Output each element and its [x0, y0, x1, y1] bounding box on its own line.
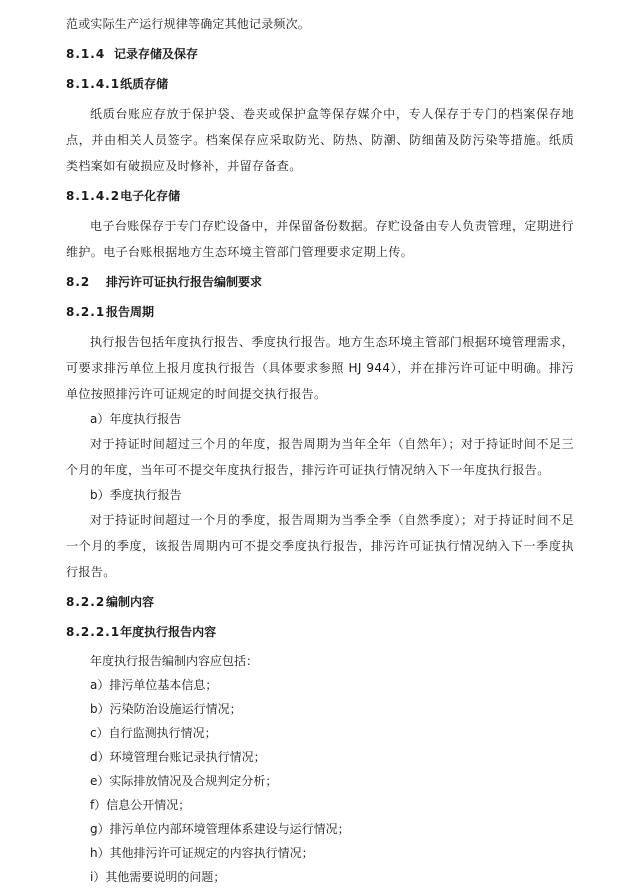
- section-number: 8.1.4.1: [66, 77, 121, 91]
- list-item: c）自行监测执行情况；: [90, 726, 217, 740]
- list-item: b）污染防治设施运行情况；: [90, 702, 242, 716]
- section-title: 报告周期: [106, 305, 155, 319]
- section-title: 纸质存储: [120, 77, 169, 91]
- section-number: 8.1.4.2: [66, 189, 121, 203]
- list-item: i）其他需要说明的问题；: [90, 870, 226, 884]
- heading-8-1-4: [66, 44, 574, 64]
- list-item: d）环境管理台账记录执行情况；: [90, 750, 266, 764]
- section-number: 8.2.1: [66, 305, 106, 319]
- annual-report-label: a）年度执行报告: [90, 412, 182, 426]
- section-number: 8.2: [66, 275, 91, 289]
- section-number: 8.2.2.1: [66, 625, 121, 639]
- heading-8-1-4-1: [66, 74, 574, 94]
- heading-8-2-2-1: [66, 622, 574, 642]
- list-item: g）排污单位内部环境管理体系建设与运行情况；: [90, 822, 350, 836]
- intro-line: 范或实际生产运行规律等确定其他记录频次。: [66, 17, 311, 31]
- list-item: h）其他排污许可证规定的内容执行情况；: [90, 846, 314, 860]
- annual-report-paragraph: 对于持证时间超过三个月的年度，报告周期为当年全年（自然年）；对于持证时间不足三个月的年度，当年可不提交年度执行报告，排污许可证执行情况纳入下一年度执行报告。: [66, 437, 574, 477]
- section-number: 8.1.4: [66, 47, 106, 61]
- section-title: 排污许可证执行报告编制要求: [106, 275, 263, 289]
- section-title: 记录存储及保存: [114, 47, 199, 61]
- list-item: f）信息公开情况；: [90, 798, 191, 812]
- list-item: a）排污单位基本信息；: [90, 678, 218, 692]
- section-number: 8.2.2: [66, 595, 106, 609]
- content-intro: 年度执行报告编制内容应包括：: [90, 654, 259, 668]
- heading-8-2-2: [66, 592, 574, 612]
- heading-8-1-4-2: [66, 186, 574, 206]
- section-title: 编制内容: [106, 595, 155, 609]
- electronic-storage-paragraph: 电子台账保存于专门存贮设备中，并保留备份数据。存贮设备由专人负责管理，定期进行维护。电子台账根据地方生态环境主管部门管理要求定期上传。: [66, 219, 574, 259]
- section-title: 年度执行报告内容: [120, 625, 217, 639]
- quarter-report-label: b）季度执行报告: [90, 488, 182, 502]
- heading-8-2: [66, 272, 574, 292]
- section-title: 电子化存储: [120, 189, 181, 203]
- paper-storage-paragraph: 纸质台账应存放于保护袋、卷夹或保护盒等保存媒介中，专人保存于专门的档案保存地点，并由相关人员签字。档案保存应采取防光、防热、防潮、防细菌及防污染等措施。纸质类档案如有破损应及时修补，并留存备查。: [66, 107, 574, 173]
- quarter-report-paragraph: 对于持证时间超过一个月的季度，报告周期为当季全季（自然季度）；对于持证时间不足一个月的季度，该报告周期内可不提交季度执行报告，排污许可证执行情况纳入下一季度执行报告。: [66, 513, 574, 579]
- heading-8-2-1: [66, 302, 574, 322]
- report-cycle-paragraph: 执行报告包括年度执行报告、季度执行报告。地方生态环境主管部门根据环境管理需求，可要求排污单位上报月度执行报告（具体要求参照 HJ 944），并在排污许可证中明确。排污单位按照排污许可证规定的时间提交执行报告。: [66, 335, 574, 401]
- list-item: e）实际排放情况及合规判定分析；: [90, 774, 278, 788]
